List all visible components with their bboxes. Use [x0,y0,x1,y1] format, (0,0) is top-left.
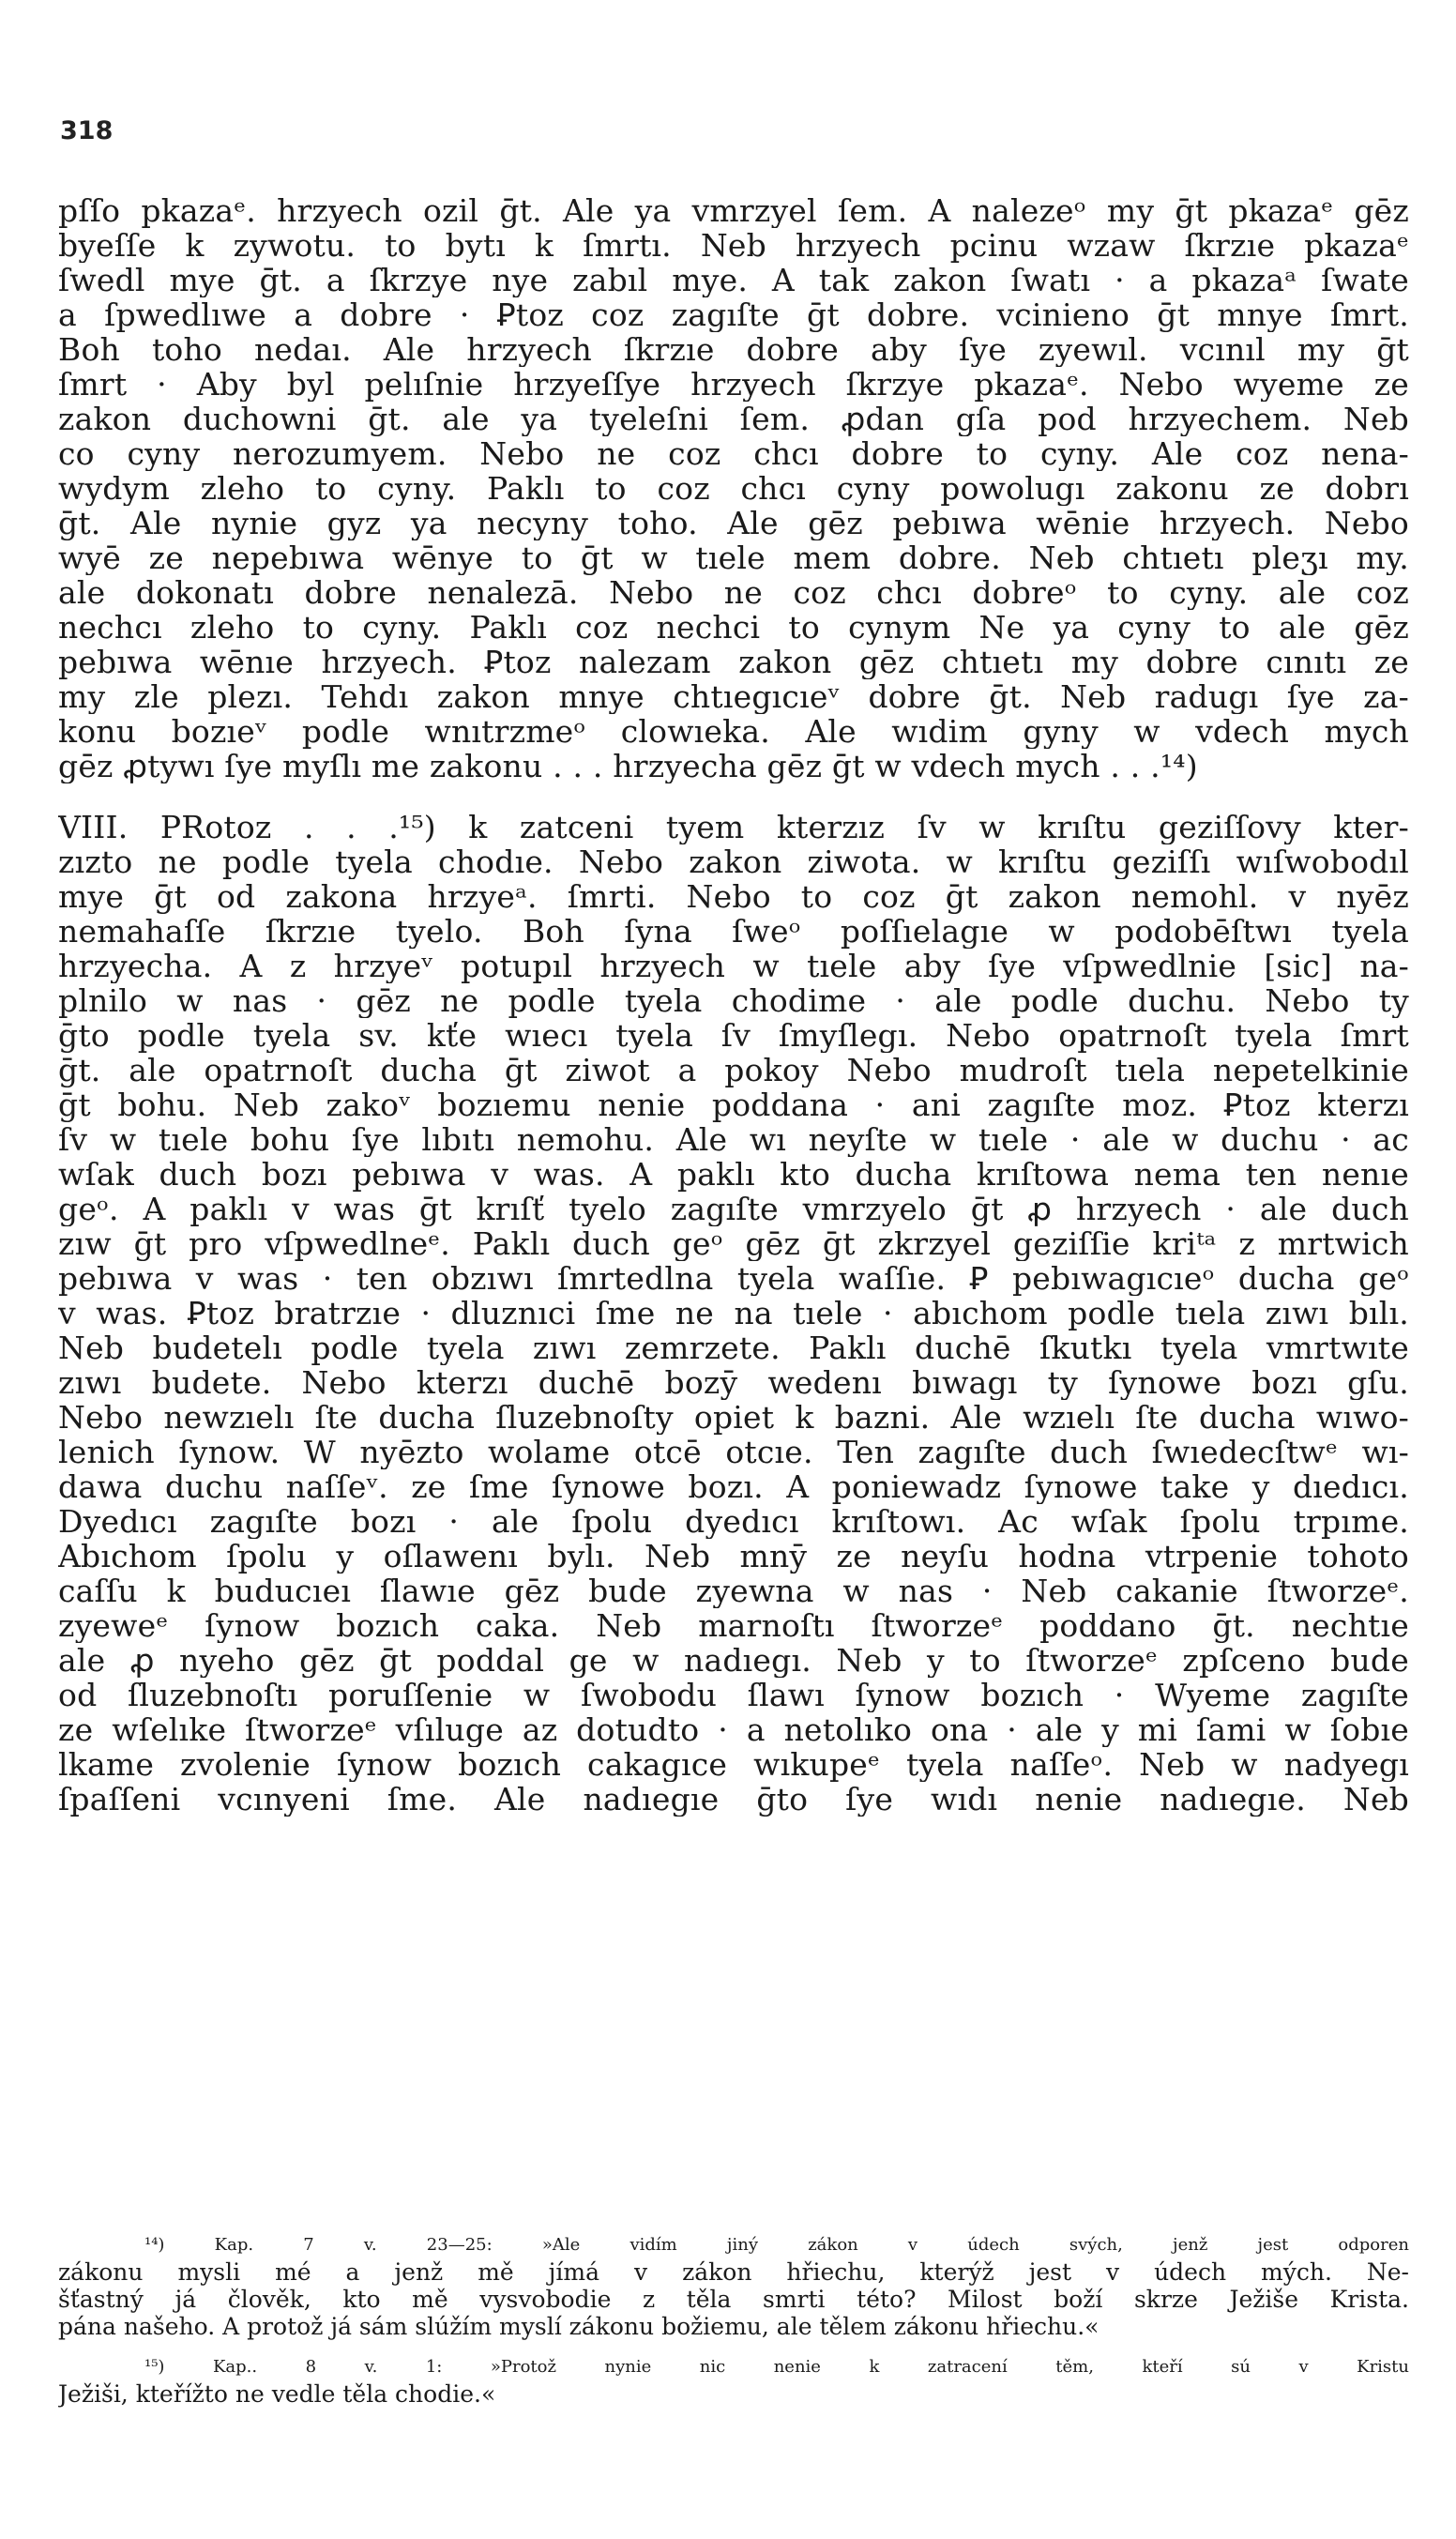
body-line: co cyny nerozumyem. Nebo ne coz chcı dobre to cyny. Ale coz nena- [58,436,1409,471]
body-text [58,193,1409,1817]
footnote-line: šťastný já člověk, kto mě vysvobodie z těla smrti této? Milost boží skrze Ježiše Krista. [58,2286,1409,2313]
body-line: pebıwa v was · ten obzıwı ſmrtedlna tyela waſſıe. Ꝑ pebıwagıcıeᵒ ducha geᵒ [58,1261,1409,1296]
body-line: dawa duchu naſſeᵛ. ze ſme ſynowe bozı. A poniewadz ſynowe take y dıedıcı. [58,1469,1409,1504]
body-line: wſak duch bozı pebıwa v was. A paklı kto ducha krıſtowa nema ten nenıe [58,1157,1409,1192]
body-line: my zle plezı. Tehdı zakon mnye chtıegıcıeᵛ dobre ḡt. Neb radugı ſye za- [58,679,1409,714]
body-line: konu bozıeᵛ podle wnıtrzmeᵒ clowıeka. Ale wıdim gyny w vdech mych [58,714,1409,749]
footnote-line: pána našeho. A protož já sám slúžím myslí zákonu božiemu, ale tělem zákonu hřiechu.« [58,2313,1100,2340]
body-line: zızto ne podle tyela chodıe. Nebo zakon ziwota. w krıſtu geziſſı wıſwobodıl [58,844,1409,879]
body-line: wydym zleho to cyny. Paklı to coz chcı cyny powolugı zakonu ze dobrı [58,471,1409,506]
body-line: ſmrt · Aby byl pelıſnie hrzyeſſye hrzyech ſkrzye pkazaᵉ. Nebo wyeme ze [58,367,1409,402]
footnote-line: ¹⁵) Kap.. 8 v. 1: »Protož nynie nic nenie k zatracení těm, kteří sú v Kristu [144,2357,1409,2377]
body-line: caſſu k buducıeı ſlawıe gēz bude zyewna w nas · Neb cakanie ſtworzeᵉ. [58,1574,1409,1608]
body-line: ale dokonatı dobre nenalezā. Nebo ne coz chcı dobreᵒ to cyny. ale coz [58,575,1409,610]
footnote-gap [58,2340,1409,2353]
footnote [58,2231,1409,2340]
footnote-line: zákonu mysli mé a jenž mě jímá v zákon hřiechu, kterýž jest v údech mých. Ne- [58,2258,1409,2286]
section-gap [58,783,1409,810]
body-line: v was. Ꝑtoz bratrzıe · dluznıci ſme ne na tıele · abıchom podle tıela zıwı bılı. [58,1296,1409,1330]
body-line: Boh toho nedaı. Ale hrzyech ſkrzıe dobre aby ſye zyewıl. vcınıl my ḡt [58,332,1409,367]
body-line: lkame zvolenie ſynow bozıch cakagıce wıkupeᵉ tyela naſſeᵒ. Neb w nadyegı [58,1747,1409,1782]
body-line: ze wſelıke ſtworzeᵉ vſıluge az dotudto · a netolıko ona · ale y mi ſami w ſobıe [58,1712,1409,1747]
body-line: nechcı zleho to cyny. Paklı coz nechci to cynym Ne ya cyny to ale gēz [58,610,1409,645]
footnote-line: ¹⁴) Kap. 7 v. 23—25: »Ale vidím jiný zákon v údech svých, jenž jest odporen [144,2235,1409,2255]
body-line: ale ꝓ nyeho gēz ḡt poddal ge w nadıegı. Neb y to ſtworzeᵉ zpſceno bude [58,1643,1409,1678]
body-line: Dyedıcı zagıſte bozı · ale ſpolu dyedıcı krıſtowı. Ac wſak ſpolu trpıme. [58,1504,1409,1539]
footnote-line: Ježiši, kteřížto ne vedle těla chodie.« [58,2380,496,2408]
body-line: ḡt. ale opatrnoſt ducha ḡt ziwot a pokoy Nebo mudroſt tıela nepetelkinie [58,1053,1409,1087]
body-line: wyē ze nepebıwa wēnye to ḡt w tıele mem dobre. Neb chtıetı pleʒı my. [58,540,1409,575]
body-line: zyeweᵉ ſynow bozıch caka. Neb marnoſtı ſtworzeᵉ poddano ḡt. nechtıe [58,1608,1409,1643]
body-line: Nebo newzıelı ſte ducha ſluzebnoſty opiet k bazni. Ale wzıelı ſte ducha wıwo- [58,1400,1409,1435]
body-line: ḡto podle tyela sv. kťe wıecı tyela ſv ſmyſlegı. Nebo opatrnoſt tyela ſmrt [58,1018,1409,1053]
body-line: ḡt. Ale nynie gyz ya necyny toho. Ale gēz pebıwa wēnie hrzyech. Nebo [58,506,1409,540]
body-line: byeſſe k zywotu. to bytı k ſmrtı. Neb hrzyech pcinu wzaw ſkrzıe pkazaᵉ [58,228,1409,263]
body-line: pſſo pkazaᵉ. hrzyech ozil ḡt. Ale ya vmrzyel ſem. A nalezeᵒ my ḡt pkazaᵉ gēz [58,193,1409,228]
body-line: Abıchom ſpolu y oſlawenı bylı. Neb mnȳ ze neyſu hodna vtrpenie tohoto [58,1539,1409,1574]
body-line: nemahaſſe ſkrzıe tyelo. Boh ſyna ſweᵒ poſſıelagıe w podobēſtwı tyela [58,914,1409,949]
body-line: Neb budetelı podle tyela zıwı zemrzete. Paklı duchē ſkutkı tyela vmrtwıte [58,1330,1409,1365]
body-line: VIII. PRotoz . . .¹⁵) k zatceni tyem kterzız ſv w krıſtu geziſſovy kter- [58,810,1409,844]
body-line: ſwedl mye ḡt. a ſkrzye nye zabıl mye. A tak zakon ſwatı · a pkazaᵃ ſwate [58,263,1409,297]
footnote [58,2353,1409,2408]
body-line: lenich ſynow. W nyēzto wolame otcē otcıe. Ten zagıſte duch ſwıedecſtwᵉ wı- [58,1435,1409,1469]
body-line: gēz ꝓtywı ſye myſlı me zakonu . . . hrzyecha gēz ḡt w vdech mych . . .¹⁴) [58,749,1198,783]
body-line: mye ḡt od zakona hrzyeᵃ. ſmrti. Nebo to coz ḡt zakon nemohl. v nyēz [58,879,1409,914]
body-line: zakon duchowni ḡt. ale ya tyeleſni ſem. ꝓdan gſa pod hrzyechem. Neb [58,402,1409,436]
body-line: geᵒ. A paklı v was ḡt krıſť tyelo zagıſte vmrzyelo ḡt ꝓ hrzyech · ale duch [58,1192,1409,1226]
body-line: ḡt bohu. Neb zakoᵛ bozıemu nenie poddana · ani zagıſte moz. Ꝑtoz kterzı [58,1087,1409,1122]
body-line: pebıwa wēnıe hrzyech. Ꝑtoz nalezam zakon gēz chtıetı my dobre cınıtı ze [58,645,1409,679]
body-line: od ſluzebnoſtı poruſſenie w ſwobodu ſlawı ſynow bozıch · Wyeme zagıſte [58,1678,1409,1712]
footnotes [58,2231,1409,2408]
body-line: zıwı budete. Nebo kterzı duchē bozȳ wedenı bıwagı ty ſynowe bozı gſu. [58,1365,1409,1400]
page-number: 318 [60,116,114,145]
body-line: zıw ḡt pro vſpwedlneᵉ. Paklı duch geᵒ gēz ḡt zkrzyel geziſſie kriᵗᵃ z mrtwich [58,1226,1409,1261]
body-line: hrzyecha. A z hrzyeᵛ potupıl hrzyech w tıele aby ſye vſpwedlnie [sic] na- [58,949,1409,983]
body-line: ſv w tıele bohu ſye lıbıtı nemohu. Ale wı neyſte w tıele · ale w duchu · ac [58,1122,1409,1157]
body-line: ſpaſſeni vcınyeni ſme. Ale nadıegıe ḡto ſye wıdı nenie nadıegıe. Neb [58,1782,1409,1817]
body-line: a ſpwedlıwe a dobre · Ꝑtoz coz zagıſte ḡt dobre. vcinieno ḡt mnye ſmrt. [58,297,1409,332]
body-line: plnilo w nas · gēz ne podle tyela chodime · ale podle duchu. Nebo ty [58,983,1409,1018]
book-page [58,0,1409,2539]
